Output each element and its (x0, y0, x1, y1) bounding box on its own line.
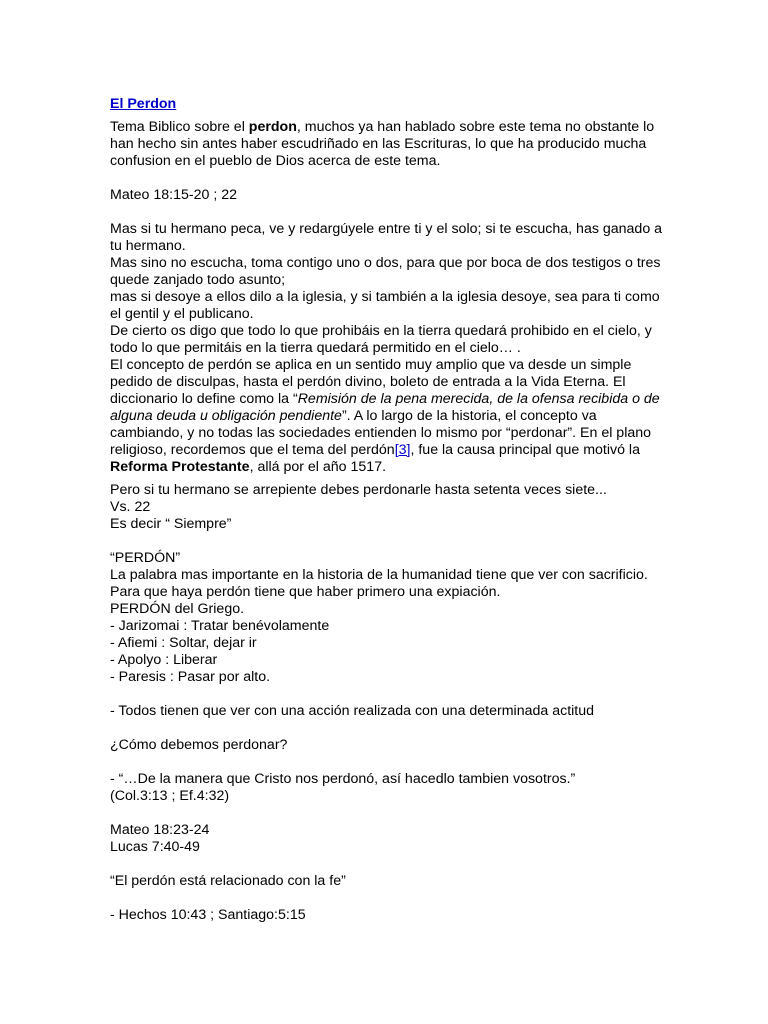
siempre-line: Es decir “ Siempre” (110, 516, 232, 532)
greek-item: - Apolyo : Liberar (110, 652, 218, 668)
concept-paragraph (110, 357, 670, 476)
intro-bold: perdon (248, 119, 297, 135)
verse-ref-22: Vs. 22 (110, 499, 151, 515)
concept-definition: Remisión de la pena merecida, de la ofensa recibida o de alguna deuda u obligación pendiente (110, 391, 660, 424)
reference-lucas: Lucas 7:40-49 (110, 839, 200, 855)
intro-text-a: Tema Biblico sobre el (110, 119, 249, 135)
document-title-link[interactable]: El Perdon (110, 96, 177, 112)
palabra-line: La palabra mas importante en la historia de la humanidad tiene que ver con sacrificio. (110, 567, 648, 583)
intro-paragraph (110, 119, 670, 170)
como-question: ¿Cómo debemos perdonar? (110, 737, 288, 753)
todos-line: - Todos tienen que ver con una acción realizada con una determinada actitud (110, 703, 595, 719)
intro-text-c: , muchos ya han hablado sobre este tema no obstante lo han hecho sin antes haber escudriñado en las Escrituras, lo que ha producido mucha confusion en el pueblo de Dios acerca de este tema. (110, 119, 655, 169)
verse-1: Mas si tu hermano peca, ve y redargúyele entre ti y el solo; si te escucha, has ganado a tu hermano. (110, 221, 663, 254)
reference-hechos: - Hechos 10:43 ; Santiago:5:15 (110, 907, 306, 923)
footnote-link[interactable]: [3] (394, 442, 411, 458)
perdon-heading: “PERDÓN” (110, 550, 181, 566)
greek-item: - Paresis : Pasar por alto. (110, 669, 271, 685)
expiacion-line: Para que haya perdón tiene que haber primero una expiación. (110, 584, 501, 600)
verse-2: Mas sino no escucha, toma contigo uno o dos, para que por boca de dos testigos o tres quede zanjado todo asunto; (110, 255, 661, 288)
greek-item: - Jarizomai : Tratar benévolamente (110, 618, 330, 634)
reference-mateo-18-23: Mateo 18:23-24 (110, 822, 210, 838)
concept-text-d: , fue la causa principal que motivó la (410, 442, 640, 458)
concept-text-f: , allá por el año 1517. (249, 459, 387, 475)
concept-text-c: ”. A lo largo de la historia, el concepto va cambiando, y no todas las sociedades entienden lo mismo por “perdonar”. En el plano religioso, recordemos que el tema del perdón (110, 408, 652, 458)
fe-quote: “El perdón está relacionado con la fe” (110, 873, 346, 889)
verse-4: De cierto os digo que todo lo que prohibáis en la tierra quedará prohibido en el cielo, y todo lo que permitáis en la tierra quedará permitido en el cielo… . (110, 323, 652, 356)
greek-item: - Afiemi : Soltar, dejar ir (110, 635, 257, 651)
document-page (110, 96, 670, 924)
griego-line: PERDÓN del Griego. (110, 601, 245, 617)
forgive-line: Pero si tu hermano se arrepiente debes perdonarle hasta setenta veces siete... (110, 482, 607, 498)
concept-text-a: El concepto de perdón se aplica en un sentido muy amplio que va desde un simple pedido de disculpas, hasta el perdón divino, boleto de entrada a la Vida Eterna. El diccionario lo define como la “ (110, 357, 632, 407)
concept-bold: Reforma Protestante (110, 459, 250, 475)
col-reference: (Col.3:13 ; Ef.4:32) (110, 788, 230, 804)
verse-3: mas si desoye a ellos dilo a la iglesia, y si también a la iglesia desoye, sea para ti como el gentil y el publicano. (110, 289, 660, 322)
cristo-quote: - “…De la manera que Cristo nos perdonó, así hacedlo tambien vosotros.” (110, 771, 576, 787)
reference-mateo-18-15: Mateo 18:15-20 ; 22 (110, 187, 237, 203)
